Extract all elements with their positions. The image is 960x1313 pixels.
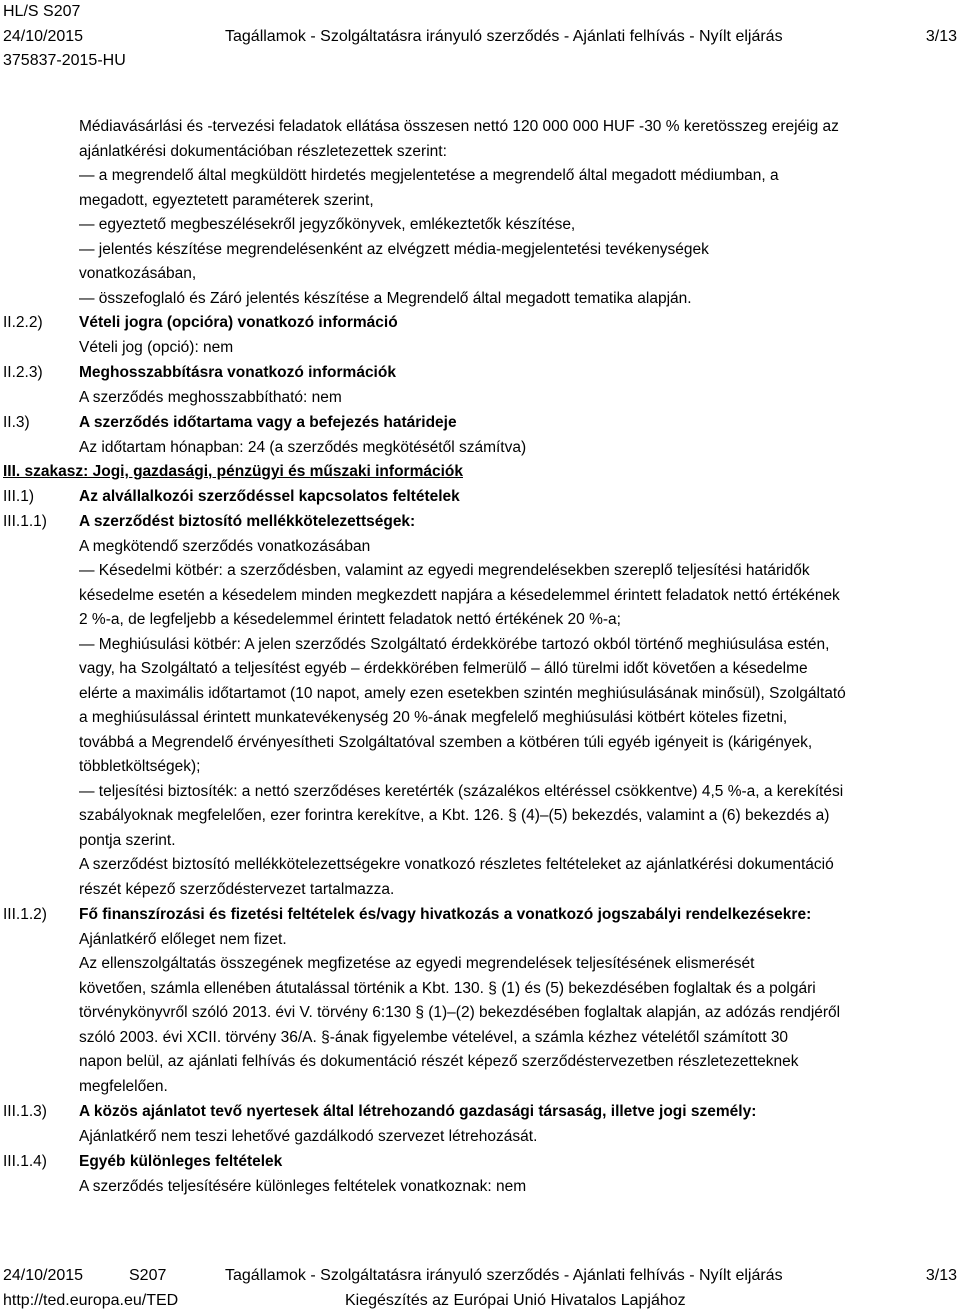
text-line: követően, számla ellenében átutalással történik a Kbt. 130. § (1) és (5) bekezdésében foglaltak és a polgári xyxy=(79,977,955,1002)
section-number: III.1) xyxy=(3,485,34,510)
footer-code: S207 xyxy=(129,1264,166,1289)
text-line: szóló 2003. évi XCII. törvény 36/A. §-ának figyelembe vételével, a számla kézhez vételétől számított 30 xyxy=(79,1026,955,1051)
text-line: vagy, ha Szolgáltató a teljesítést egyéb – érdekkörében felmerülő – álló türelmi időt követően a késedelme xyxy=(79,657,955,682)
text-line: — egyeztető megbeszélésekről jegyzőkönyvek, emlékeztetők készítése, xyxy=(79,213,955,238)
header-page-number: 3/13 xyxy=(926,25,957,50)
section-iii-1-2 xyxy=(0,903,960,1099)
text-line: — Meghiúsulási kötbér: A jelen szerződés Szolgáltató érdekkörébe tartozó okból történő meghiúsulása estén, xyxy=(79,633,955,658)
text-line: megadott, egyeztetett paraméterek szerint, xyxy=(79,189,955,214)
text-line: vonatkozásában, xyxy=(79,262,955,287)
section-number: II.2.2) xyxy=(3,311,43,336)
section-heading: Egyéb különleges feltételek xyxy=(79,1150,955,1175)
section-heading: A közös ajánlatot tevő nyertesek által létrehozandó gazdasági társaság, illetve jogi személy: xyxy=(79,1100,955,1125)
text-line: — összefoglaló és Záró jelentés készítése a Megrendelő által megadott tematika alapján. xyxy=(79,287,955,312)
section-text: Vételi jog (opció): nem xyxy=(79,336,955,361)
footer-url[interactable]: http://ted.europa.eu/TED xyxy=(3,1292,178,1309)
section-number: II.3) xyxy=(3,411,30,436)
section-heading: A szerződést biztosító mellékkötelezettségek: xyxy=(79,510,955,535)
section-text: A szerződés teljesítésére különleges feltételek vonatkoznak: nem xyxy=(79,1175,955,1200)
document-body xyxy=(0,115,960,1199)
footer-title: Tagállamok - Szolgáltatásra irányuló szerződés - Ajánlati felhívás - Nyílt eljárás xyxy=(225,1264,783,1289)
text-line: A megkötendő szerződés vonatkozásában xyxy=(79,535,955,560)
text-line: a meghiúsulással érintett munkatevékenység 20 %-ának megfelelő meghiúsulási kötbért köteles fizetni, xyxy=(79,706,955,731)
section-ii-3 xyxy=(0,411,960,460)
section-heading: Fő finanszírozási és fizetési feltételek és/vagy hivatkozás a vonatkozó jogszabályi rendelkezésekre: xyxy=(79,903,955,928)
text-line: 2 %-a, de legfeljebb a késedelemmel érintett feladatok nettó értékének 20 %-a; xyxy=(79,608,955,633)
footer-page-number: 3/13 xyxy=(926,1264,957,1289)
text-line: Az ellenszolgáltatás összegének megfizetése az egyedi megrendelések teljesítésének elismerését xyxy=(79,952,955,977)
section-iii-1 xyxy=(0,485,960,510)
text-line: — a megrendelő által megküldött hirdetés megjelentetése a megrendelő által megadott médiumban, a xyxy=(79,164,955,189)
section-number: II.2.3) xyxy=(3,361,43,386)
section-iii-1-3 xyxy=(0,1100,960,1149)
section-number: III.1.3) xyxy=(3,1100,47,1125)
section-text: Az időtartam hónapban: 24 (a szerződés megkötésétől számítva) xyxy=(79,436,955,461)
text-line: — Késedelmi kötbér: a szerződésben, valamint az egyedi megrendelésekben szereplő teljesítési határidők xyxy=(79,559,955,584)
section-text: Ajánlatkérő nem teszi lehetővé gazdálkodó szervezet létrehozását. xyxy=(79,1125,955,1150)
section-number: III.1.4) xyxy=(3,1150,47,1175)
text-line: megfelelően. xyxy=(79,1075,955,1100)
doc-id: HL/S S207 xyxy=(3,3,80,20)
text-line: késedelme esetén a késedelem minden megkezdett napjára a késedelemmel érintett feladatok nettó értékének xyxy=(79,584,955,609)
section-ii-2-2 xyxy=(0,311,960,360)
header-reference: 375837-2015-HU xyxy=(3,52,126,69)
section-iii-1-1 xyxy=(0,510,960,902)
page-footer xyxy=(3,1264,957,1313)
footer-publisher: Kiegészítés az Európai Unió Hivatalos Lapjához xyxy=(345,1289,686,1313)
text-line: szabályoknak megfelelően, ezer forintra kerekítve, a Kbt. 126. § (4)–(5) bekezdés, valamint a (6) bekezdés a) xyxy=(79,804,955,829)
section-heading: Meghosszabbításra vonatkozó információk xyxy=(79,361,955,386)
text-line: A szerződést biztosító mellékkötelezettségekre vonatkozó részletes feltételeket az ajánlatkérési dokumentáció xyxy=(79,853,955,878)
text-line: ajánlatkérési dokumentációban részletezettek szerint: xyxy=(79,140,955,165)
description-text xyxy=(79,115,955,311)
footer-date: 24/10/2015 xyxy=(3,1267,83,1284)
section-heading: Az alvállalkozói szerződéssel kapcsolatos feltételek xyxy=(79,485,955,510)
text-line: Médiavásárlási és -tervezési feladatok ellátása összesen nettó 120 000 000 HUF -30 % keretösszeg erejéig az xyxy=(79,115,955,140)
header-title: Tagállamok - Szolgáltatásra irányuló szerződés - Ajánlati felhívás - Nyílt eljárás xyxy=(225,25,783,50)
text-line: többletköltségek); xyxy=(79,755,955,780)
text-line: napon belül, az ajánlati felhívás és dokumentáció részét képező szerződéstervezetben részletezetteknek xyxy=(79,1050,955,1075)
header-date: 24/10/2015 xyxy=(3,28,83,45)
text-line: törvénykönyvről szóló 2013. évi V. törvény 6:130 § (1)–(2) bekezdésében foglaltak alapján, az adózás rendjéről xyxy=(79,1001,955,1026)
text-line: Ajánlatkérő előleget nem fizet. xyxy=(79,928,955,953)
section-text: A szerződés meghosszabbítható: nem xyxy=(79,386,955,411)
section-iii-1-4 xyxy=(0,1150,960,1199)
section-heading: Vételi jogra (opcióra) vonatkozó információ xyxy=(79,311,955,336)
section-number: III.1.1) xyxy=(3,510,47,535)
page-header xyxy=(3,0,957,74)
text-line: részét képező szerződéstervezet tartalmazza. xyxy=(79,878,955,903)
section-heading: A szerződés időtartama vagy a befejezés határideje xyxy=(79,411,955,436)
part-heading: III. szakasz: Jogi, gazdasági, pénzügyi és műszaki információk xyxy=(3,460,960,485)
text-line: pontja szerint. xyxy=(79,829,955,854)
text-line: továbbá a Megrendelő érvényesítheti Szolgáltatóval szemben a kötbéren túli egyéb igényeit is (kárigények, xyxy=(79,731,955,756)
section-ii-2-3 xyxy=(0,361,960,410)
text-line: elérte a maximális időtartamot (10 napot, amely ezen esetekben szintén meghiúsulásának minősül), Szolgáltató xyxy=(79,682,955,707)
text-line: — teljesítési biztosíték: a nettó szerződéses keretérték (százalékos eltéréssel csökkentve) 4,5 %-a, a kerekítési xyxy=(79,780,955,805)
section-number: III.1.2) xyxy=(3,903,47,928)
text-line: — jelentés készítése megrendelésenként az elvégzett média-megjelentetési tevékenységek xyxy=(79,238,955,263)
